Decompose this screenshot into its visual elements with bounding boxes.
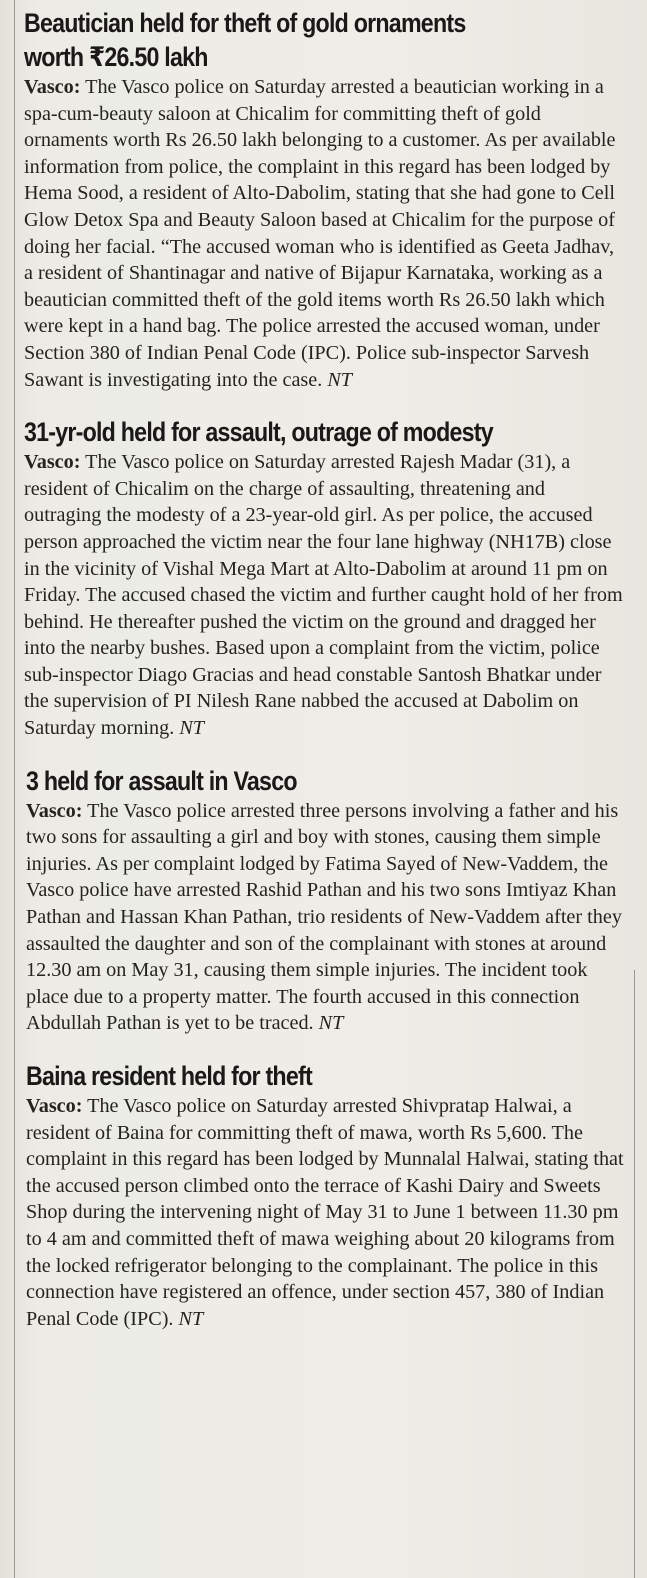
story-text: The Vasco police on Saturday arrested Rajesh Madar (31), a resident of Chicalim on the charge of assaulting, threatening and outraging the modesty of a 23-year-old girl. As per police, the accused person approached the victim near the four lane highway (NH17B) close in the vicinity of Vishal Mega Mart at Alto-Dabolim at around 11 pm on Friday. The accused chased the victim and further caught hold of her from behind. He thereafter pushed the victim on the ground and dragged her into the nearby bushes. Based upon a complaint from the victim, police sub-inspector Diago Gracias and head constable Santosh Bhatkar under the supervision of PI Nilesh Rane nabbed the accused at Dabolim on Saturday morning. xyxy=(24,451,623,740)
source-tag: NT xyxy=(327,368,353,391)
dateline: Vasco: xyxy=(26,1095,83,1117)
source-tag: NT xyxy=(179,717,205,740)
dateline: Vasco: xyxy=(24,451,81,474)
column-rule-right xyxy=(634,970,635,1578)
story-body xyxy=(24,449,627,742)
story-three-held xyxy=(24,764,627,1037)
headline: 31-yr-old held for assault, outrage of modesty xyxy=(24,417,493,448)
story-text: The Vasco police on Saturday arrested a beautician working in a spa-cum-beauty saloon at Chicalim for committing theft of gold ornaments worth Rs 26.50 lakh belonging to a customer. As per available information from police, the complaint in this regard has been lodged by Hema Sood, a resident of Alto-Dabolim, stating that she had gone to Cell Glow Detox Spa and Beauty Saloon based at Chicalim for the purpose of doing her facial. “The accused woman who is identified as Geeta Jadhav, a resident of Shantinagar and native of Bijapur Karnataka, working as a beautician committed theft of the gold items worth Rs 26.50 lakh which were kept in a hand bag. The police arrested the accused woman, under Section 380 of Indian Penal Code (IPC). Police sub-inspector Sarvesh Sawant is investigating into the case. xyxy=(24,76,616,391)
story-text: The Vasco police arrested three persons involving a father and his two sons for assaulting a girl and boy with stones, causing them simple injuries. As per complaint lodged by Fatima Sayed of New-Vaddem, the Vasco police have arrested Rashid Pathan and his two sons Imtiyaz Khan Pathan and Hassan Khan Pathan, trio residents of New-Vaddem after they assaulted the daughter and son of the complainant with stones at around 12.30 am on May 31, causing them simple injuries. The incident took place due to a property matter. The fourth accused in this connection Abdullah Pathan is yet to be traced. xyxy=(26,799,622,1035)
headline: Beautician held for theft of gold ornaments xyxy=(24,8,466,38)
headline: 3 held for assault in Vasco xyxy=(26,765,297,796)
story-body xyxy=(26,798,627,1037)
headline-line-2: worth ₹26.50 lakh xyxy=(24,42,208,72)
column-rule-left xyxy=(14,0,15,1578)
story-baina-theft xyxy=(24,1059,627,1332)
source-tag: NT xyxy=(318,1012,344,1035)
story-text: The Vasco police on Saturday arrested Shivpratap Halwai, a resident of Baina for committing theft of mawa, worth Rs 5,600. The complaint in this regard has been lodged by Munnalal Halwai, stating that the accused person climbed onto the terrace of Kashi Dairy and Sweets Shop during the intervening night of May 31 to June 1 between 11.30 pm to 4 am and committed theft of mawa weighing about 20 kilograms from the locked refrigerator belonging to the complainant. The police in this connection have registered an offence, under section 457, 380 of Indian Penal Code (IPC). xyxy=(26,1095,624,1330)
source-tag: NT xyxy=(178,1307,204,1330)
story-body xyxy=(26,1093,627,1332)
dateline: Vasco: xyxy=(26,799,83,822)
story-beautician-theft xyxy=(24,6,627,393)
story-assault-outrage xyxy=(24,415,627,742)
headline: Baina resident held for theft xyxy=(26,1061,312,1091)
story-body xyxy=(24,74,627,393)
dateline: Vasco: xyxy=(24,76,81,98)
